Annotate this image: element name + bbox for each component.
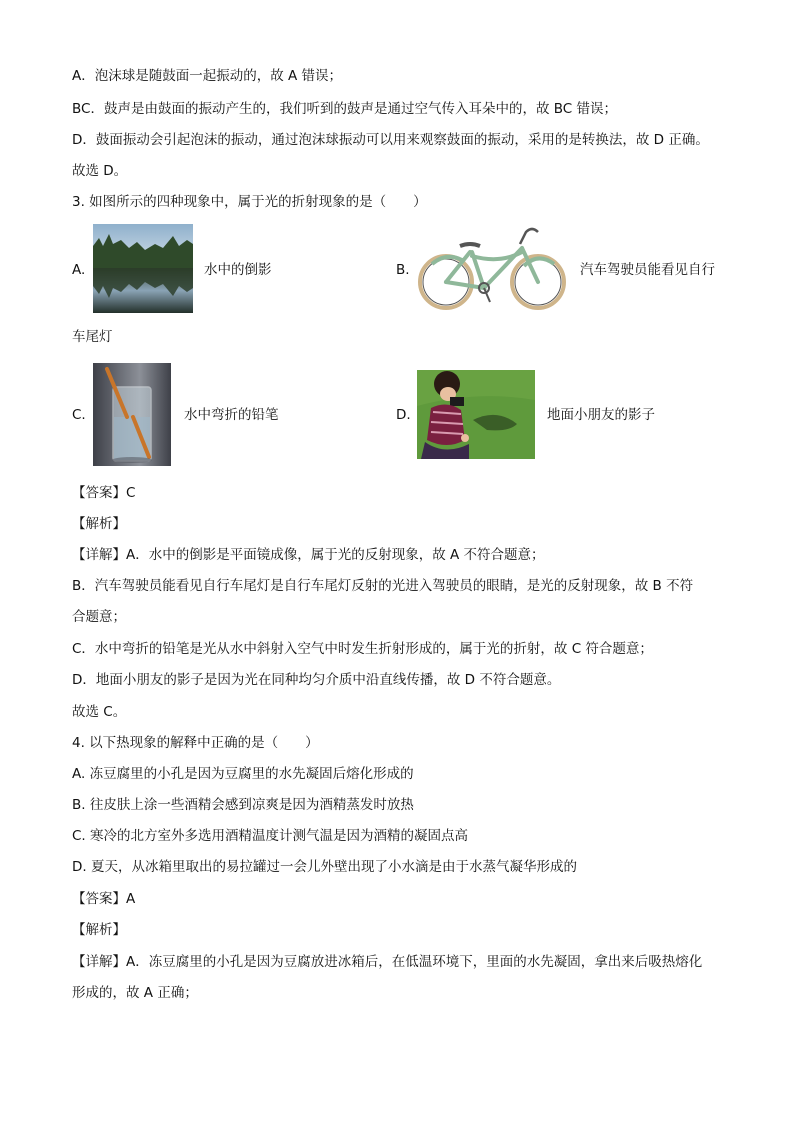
- detail-line: C．水中弯折的铅笔是光从水中斜射入空气中时发生折射形成的，属于光的折射，故 C 符合题意；: [72, 641, 653, 657]
- answer-line: 【答案】C: [72, 485, 136, 501]
- option-d-letter: D.: [396, 407, 411, 423]
- option-b-letter: B.: [396, 262, 410, 278]
- text-line: 故选 D。: [72, 163, 128, 179]
- text-line: A．泡沫球是随鼓面一起振动的，故 A 错误；: [72, 68, 343, 84]
- detail-line: 形成的，故 A 正确；: [72, 985, 198, 1001]
- option-c-text: 水中弯折的铅笔: [184, 407, 279, 423]
- analysis-heading: 【解析】: [72, 922, 126, 938]
- child-shadow-image: [417, 370, 535, 459]
- lake-reflection-image: [93, 224, 193, 313]
- question-3-stem: 3. 如图所示的四种现象中，属于光的折射现象的是（ ）: [72, 194, 427, 210]
- detail-line: D．地面小朋友的影子是因为光在同种均匀介质中沿直线传播，故 D 不符合题意。: [72, 672, 561, 688]
- question-4-stem: 4. 以下热现象的解释中正确的是（ ）: [72, 735, 319, 751]
- option-line: B. 往皮肤上涂一些酒精会感到凉爽是因为酒精蒸发时放热: [72, 797, 414, 813]
- text-line: BC．鼓声是由鼓面的振动产生的，我们听到的鼓声是通过空气传入耳朵中的，故 BC 错误；: [72, 101, 617, 117]
- pencil-in-glass-image: [93, 363, 171, 466]
- conclusion-line: 故选 C。: [72, 704, 127, 720]
- detail-line: 【详解】A．冻豆腐里的小孔是因为豆腐放进冰箱后，在低温环境下，里面的水先凝固，拿出来后吸热熔化: [72, 954, 703, 970]
- detail-line: B．汽车驾驶员能看见自行车尾灯是自行车尾灯反射的光进入驾驶员的眼睛，是光的反射现象，故 B 不符: [72, 578, 694, 594]
- option-a-letter: A.: [72, 262, 86, 278]
- option-a-text: 水中的倒影: [204, 262, 272, 278]
- option-line: C. 寒冷的北方室外多选用酒精温度计测气温是因为酒精的凝固点高: [72, 828, 469, 844]
- option-b-text-cont: 车尾灯: [72, 329, 113, 345]
- option-line: A. 冻豆腐里的小孔是因为豆腐里的水先凝固后熔化形成的: [72, 766, 414, 782]
- option-b-text: 汽车驾驶员能看见自行: [580, 262, 715, 278]
- answer-line: 【答案】A: [72, 891, 136, 907]
- detail-line: 【详解】A．水中的倒影是平面镜成像，属于光的反射现象，故 A 不符合题意；: [72, 547, 545, 563]
- detail-line: 合题意；: [72, 609, 126, 625]
- option-d-text: 地面小朋友的影子: [547, 407, 655, 423]
- option-c-letter: C.: [72, 407, 86, 423]
- text-line: D．鼓面振动会引起泡沫的振动，通过泡沫球振动可以用来观察鼓面的振动，采用的是转换法，故 D 正确。: [72, 132, 709, 148]
- option-line: D. 夏天，从冰箱里取出的易拉罐过一会儿外壁出现了小水滴是由于水蒸气凝华形成的: [72, 859, 577, 875]
- bicycle-image: [414, 222, 570, 314]
- analysis-heading: 【解析】: [72, 516, 126, 532]
